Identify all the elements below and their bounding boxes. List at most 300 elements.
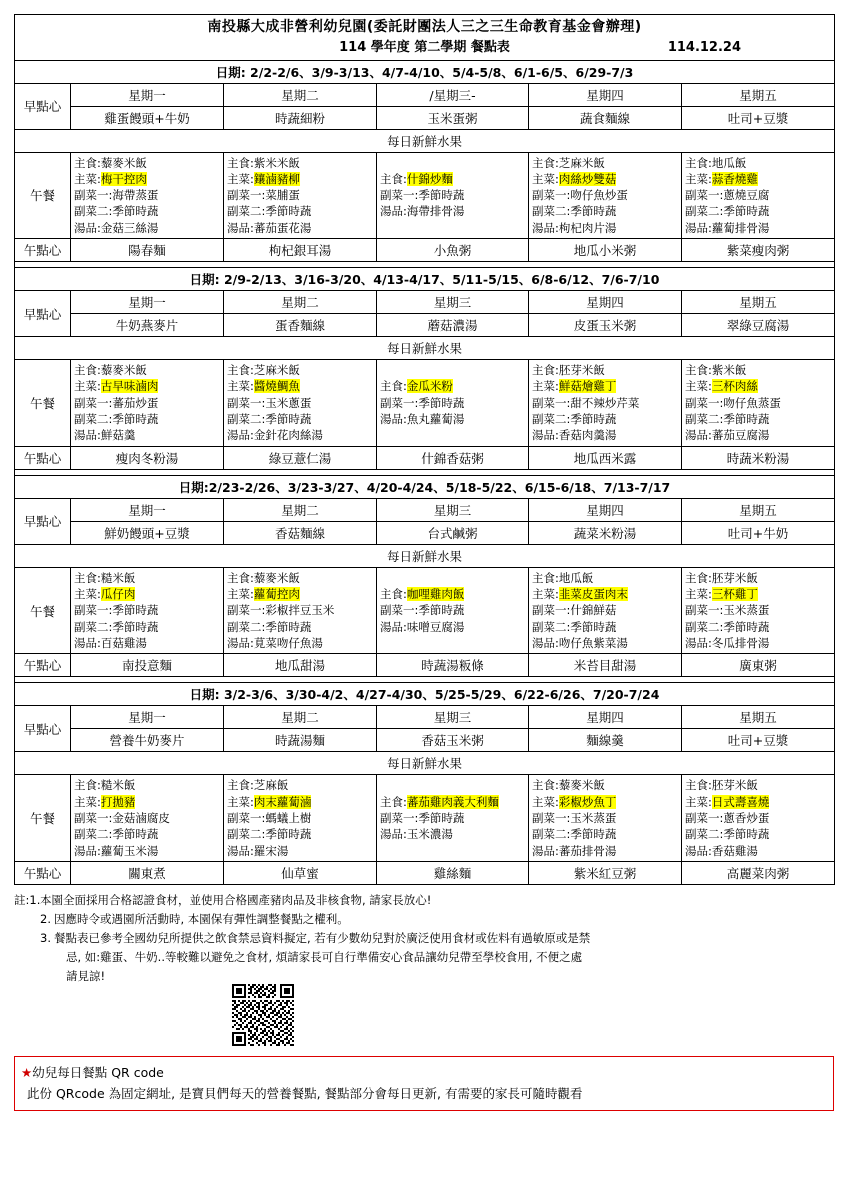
lunch-item-label: 湯品:金菇三絲湯 <box>74 220 159 235</box>
breakfast-row <box>15 314 835 337</box>
afternoon-snack-cell: 高麗菜肉粥 <box>682 862 835 885</box>
breakfast-cell: 吐司+豆漿 <box>682 729 835 752</box>
afternoon-snack-cell: 地瓜西米露 <box>529 446 682 469</box>
weekday-header: 星期五 <box>682 83 835 106</box>
afternoon-snack-cell: 時蔬湯粄條 <box>377 654 529 677</box>
lunch-row <box>15 360 835 447</box>
lunch-item-highlight: 咖哩雞肉飯 <box>406 587 465 602</box>
week-date-range: 日期: 2/2-2/6、3/9-3/13、4/7-4/10、5/4-5/8、6/1-6/5、6/29-7/3 <box>15 60 835 83</box>
weekday-header: 星期一 <box>71 291 224 314</box>
lunch-item <box>74 570 220 586</box>
lunch-item <box>74 378 220 394</box>
lunch-item-label: 湯品:海帶排骨湯 <box>380 204 465 219</box>
lunch-item-label: 湯品:蕃茄蛋花湯 <box>227 220 312 235</box>
row-label-afternoon: 午點心 <box>15 239 71 262</box>
lunch-cell <box>682 152 835 239</box>
weekday-header: 星期二 <box>224 291 377 314</box>
weekday-header: 星期五 <box>682 706 835 729</box>
lunch-item-highlight: 瓜仔肉 <box>100 587 136 602</box>
lunch-item <box>74 635 220 651</box>
lunch-cell <box>377 152 529 239</box>
lunch-item-label: 湯品:蘿蔔玉米湯 <box>74 843 159 858</box>
lunch-item-label: 副菜一:玉米蒸蛋 <box>685 603 770 618</box>
note-number: 3. <box>40 931 51 945</box>
lunch-item <box>532 570 678 586</box>
lunch-item <box>380 586 525 602</box>
doc-date: 114.12.24 <box>667 40 742 55</box>
lunch-item-highlight: 韭菜皮蛋肉末 <box>558 587 628 602</box>
lunch-item <box>227 220 373 236</box>
lunch-item-label: 副菜一:菜脯蛋 <box>227 188 300 203</box>
lunch-item <box>74 155 220 171</box>
afternoon-snack-cell: 什錦香菇粥 <box>377 446 529 469</box>
lunch-item <box>74 362 220 378</box>
afternoon-snack-cell: 關東煮 <box>71 862 224 885</box>
lunch-item-label: 副菜一:玉米蔥蛋 <box>227 395 312 410</box>
lunch-row <box>15 152 835 239</box>
lunch-item-highlight: 肉絲炒雙菇 <box>558 171 617 186</box>
lunch-item-label: 副菜二:季節時蔬 <box>227 619 312 634</box>
lunch-item-label: 副菜一:金菇滷腐皮 <box>74 811 170 826</box>
lunch-item <box>685 843 831 859</box>
lunch-item-label: 副菜二:季節時蔬 <box>74 204 159 219</box>
lunch-item <box>532 155 678 171</box>
week-date-range: 日期: 3/2-3/6、3/30-4/2、4/27-4/30、5/25-5/29、6/22-6/26、7/20-7/24 <box>15 683 835 706</box>
lunch-item <box>532 187 678 203</box>
notes-section <box>14 891 834 986</box>
lunch-item <box>532 427 678 443</box>
lunch-item-label: 副菜二:季節時蔬 <box>685 412 770 427</box>
lunch-item <box>227 155 373 171</box>
lunch-item-label: 主菜: <box>227 379 254 394</box>
lunch-item-label: 主食:地瓜飯 <box>685 155 747 170</box>
lunch-item <box>227 794 373 810</box>
lunch-item <box>532 378 678 394</box>
lunch-item-label: 副菜二:季節時蔬 <box>685 619 770 634</box>
lunch-cell <box>682 775 835 862</box>
weekday-header: 星期五 <box>682 498 835 521</box>
lunch-item-label: 副菜一:海帶蒸蛋 <box>74 188 159 203</box>
lunch-item-highlight: 醬燒鯛魚 <box>253 379 300 394</box>
lunch-item <box>532 411 678 427</box>
breakfast-row <box>15 106 835 129</box>
row-label-afternoon: 午點心 <box>15 862 71 885</box>
title-row <box>15 15 835 61</box>
breakfast-cell: 蘑菇濃湯 <box>377 314 529 337</box>
lunch-item <box>227 395 373 411</box>
lunch-row <box>15 567 835 654</box>
lunch-item <box>685 155 831 171</box>
lunch-item-label: 主菜: <box>227 794 254 809</box>
weekday-header: 星期一 <box>71 83 224 106</box>
weekday-header: 星期二 <box>224 498 377 521</box>
breakfast-cell: 香菇麵線 <box>224 521 377 544</box>
lunch-item <box>380 826 525 842</box>
lunch-item <box>685 395 831 411</box>
lunch-item-label: 副菜一:彩椒拌豆玉米 <box>227 603 335 618</box>
lunch-item-label: 副菜二:季節時蔬 <box>685 204 770 219</box>
lunch-item-label: 主食:藜麥米飯 <box>227 570 300 585</box>
lunch-row <box>15 775 835 862</box>
lunch-item-label: 主食:紫米米飯 <box>227 155 300 170</box>
qr-caption-line1-text: 幼兒每日餐點 QR code <box>32 1064 164 1080</box>
subtitle-text: 114 學年度 第二學期 餐點表 <box>339 40 510 55</box>
week-date-row <box>15 683 835 706</box>
lunch-item <box>74 602 220 618</box>
lunch-item <box>74 794 220 810</box>
lunch-item <box>74 843 220 859</box>
row-label-afternoon: 午點心 <box>15 446 71 469</box>
daily-fruit-label: 每日新鮮水果 <box>15 544 835 567</box>
lunch-item-highlight: 蕃茄雞肉義大利麵 <box>406 794 499 809</box>
lunch-item-label: 湯品:蕃茄豆腐湯 <box>685 428 770 443</box>
lunch-item-highlight: 打拋豬 <box>100 794 136 809</box>
qr-area <box>14 988 834 1054</box>
lunch-item-label: 主食:芝麻飯 <box>227 778 289 793</box>
lunch-item-label: 湯品:莧菜吻仔魚湯 <box>227 636 323 651</box>
lunch-item-label: 湯品:鮮菇羹 <box>74 428 136 443</box>
weekday-header: 星期四 <box>529 291 682 314</box>
lunch-item-label: 主食:胚芽米飯 <box>532 363 605 378</box>
lunch-cell <box>529 152 682 239</box>
lunch-item-label: 副菜二:季節時蔬 <box>227 412 312 427</box>
lunch-item <box>685 203 831 219</box>
row-label-lunch: 午餐 <box>15 567 71 654</box>
lunch-item <box>227 203 373 219</box>
afternoon-snack-cell: 米苔目甜湯 <box>529 654 682 677</box>
row-label-lunch: 午餐 <box>15 775 71 862</box>
lunch-item-label: 副菜二:季節時蔬 <box>74 412 159 427</box>
weekday-header: /星期三- <box>377 83 529 106</box>
lunch-item-highlight: 梅干控肉 <box>100 171 147 186</box>
daily-fruit-label: 每日新鮮水果 <box>15 129 835 152</box>
week-date-row <box>15 268 835 291</box>
lunch-item-label: 主菜: <box>227 171 254 186</box>
afternoon-snack-row <box>15 654 835 677</box>
lunch-item-label: 主食:胚芽米飯 <box>685 570 758 585</box>
weekday-header-row <box>15 706 835 729</box>
afternoon-snack-cell: 紫菜瘦肉粥 <box>682 239 835 262</box>
row-label-afternoon: 午點心 <box>15 654 71 677</box>
qr-caption-line2: 此份 QRcode 為固定網址, 是寶貝們每天的營養餐點, 餐點部分會每日更新, 有需要的家長可隨時觀看 <box>27 1086 583 1102</box>
lunch-item <box>532 777 678 793</box>
lunch-item-label: 主食: <box>380 171 407 186</box>
lunch-item-label: 主菜: <box>74 171 101 186</box>
lunch-item-label: 主菜: <box>74 587 101 602</box>
weekday-header: 星期四 <box>529 498 682 521</box>
lunch-item <box>227 427 373 443</box>
lunch-item-label: 副菜一:螞蟻上樹 <box>227 811 312 826</box>
daily-fruit-row <box>15 129 835 152</box>
lunch-cell <box>71 152 224 239</box>
note-item <box>14 929 834 948</box>
lunch-item <box>685 427 831 443</box>
weekday-header: 星期二 <box>224 706 377 729</box>
lunch-item-label: 副菜一:蔥燒豆腐 <box>685 188 770 203</box>
lunch-item <box>74 810 220 826</box>
afternoon-snack-cell: 瘦肉冬粉湯 <box>71 446 224 469</box>
row-label-breakfast: 早點心 <box>15 498 71 544</box>
weekday-header: 星期四 <box>529 706 682 729</box>
lunch-item <box>685 570 831 586</box>
lunch-item-label: 湯品:羅宋湯 <box>227 843 289 858</box>
lunch-cell <box>377 775 529 862</box>
breakfast-row <box>15 729 835 752</box>
lunch-item <box>74 395 220 411</box>
breakfast-cell: 蛋香麵線 <box>224 314 377 337</box>
lunch-item-highlight: 日式壽喜燒 <box>711 794 770 809</box>
afternoon-snack-row <box>15 239 835 262</box>
week-date-row <box>15 475 835 498</box>
lunch-item-highlight: 鮮菇燴雞丁 <box>558 379 617 394</box>
afternoon-snack-cell: 雞絲麵 <box>377 862 529 885</box>
weekday-header: 星期三 <box>377 498 529 521</box>
lunch-item-label: 副菜一:季節時蔬 <box>74 603 159 618</box>
lunch-item <box>532 843 678 859</box>
breakfast-cell: 吐司+豆漿 <box>682 106 835 129</box>
lunch-item <box>532 395 678 411</box>
lunch-item-label: 湯品:蕃茄排骨湯 <box>532 843 617 858</box>
lunch-item-label: 副菜一:玉米蒸蛋 <box>532 811 617 826</box>
lunch-cell <box>682 567 835 654</box>
lunch-item <box>227 362 373 378</box>
qr-caption-line1 <box>21 1062 827 1083</box>
weekday-header: 星期一 <box>71 706 224 729</box>
lunch-item <box>74 619 220 635</box>
lunch-item <box>380 171 525 187</box>
lunch-item-label: 副菜一:蕃茄炒蛋 <box>74 395 159 410</box>
lunch-item-highlight: 鑲滷豬柳 <box>253 171 300 186</box>
weekday-header: 星期三 <box>377 291 529 314</box>
lunch-item <box>74 220 220 236</box>
lunch-cell <box>682 360 835 447</box>
lunch-item-label: 湯品:蘿蔔排骨湯 <box>685 220 770 235</box>
lunch-item-label: 湯品:魚丸蘿蔔湯 <box>380 412 465 427</box>
breakfast-cell: 營養牛奶麥片 <box>71 729 224 752</box>
breakfast-cell: 麵線羹 <box>529 729 682 752</box>
lunch-item <box>685 378 831 394</box>
lunch-item <box>227 810 373 826</box>
breakfast-cell: 牛奶燕麥片 <box>71 314 224 337</box>
afternoon-snack-cell: 陽春麵 <box>71 239 224 262</box>
lunch-item-label: 主食:地瓜飯 <box>532 570 594 585</box>
weekday-header: 星期四 <box>529 83 682 106</box>
lunch-item <box>380 602 525 618</box>
breakfast-row <box>15 521 835 544</box>
lunch-item <box>685 794 831 810</box>
lunch-item-label: 主菜: <box>685 794 712 809</box>
lunch-item <box>380 619 525 635</box>
lunch-item-label: 湯品:枸杞肉片湯 <box>532 220 617 235</box>
lunch-item <box>685 635 831 651</box>
lunch-item <box>532 602 678 618</box>
afternoon-snack-cell: 小魚粥 <box>377 239 529 262</box>
lunch-item <box>685 619 831 635</box>
lunch-item <box>532 362 678 378</box>
lunch-item <box>685 362 831 378</box>
lunch-item-highlight: 三杯肉絲 <box>711 379 758 394</box>
row-label-breakfast: 早點心 <box>15 83 71 129</box>
qr-code-icon[interactable] <box>232 984 294 1046</box>
lunch-item-label: 主菜: <box>532 794 559 809</box>
lunch-item-label: 主菜: <box>685 587 712 602</box>
lunch-item <box>74 586 220 602</box>
lunch-item-label: 湯品:吻仔魚紫菜湯 <box>532 636 628 651</box>
lunch-item <box>380 203 525 219</box>
weekday-header: 星期一 <box>71 498 224 521</box>
lunch-item-label: 副菜二:季節時蔬 <box>685 827 770 842</box>
breakfast-cell: 玉米蛋粥 <box>377 106 529 129</box>
lunch-item-label: 主菜: <box>532 171 559 186</box>
lunch-cell <box>529 360 682 447</box>
lunch-item-label: 湯品:冬瓜排骨湯 <box>685 636 770 651</box>
lunch-item <box>685 777 831 793</box>
breakfast-cell: 雞蛋饅頭+牛奶 <box>71 106 224 129</box>
lunch-item-label: 主菜: <box>532 379 559 394</box>
lunch-item <box>74 171 220 187</box>
lunch-item <box>227 171 373 187</box>
lunch-item <box>74 777 220 793</box>
lunch-item-label: 湯品:百菇雞湯 <box>74 636 147 651</box>
lunch-item <box>227 570 373 586</box>
lunch-item-label: 主食: <box>380 379 407 394</box>
lunch-item-highlight: 蘿蔔控肉 <box>253 587 300 602</box>
lunch-item-label: 副菜二:季節時蔬 <box>74 619 159 634</box>
lunch-item <box>685 220 831 236</box>
lunch-cell <box>224 360 377 447</box>
daily-fruit-row <box>15 337 835 360</box>
note-item <box>14 910 834 929</box>
note-continuation: 忌, 如:雞蛋、牛奶..等較難以避免之食材, 煩請家長可自行準備安心食品讓幼兒帶至學校食用, 不便之處 <box>66 949 583 964</box>
lunch-item <box>532 810 678 826</box>
lunch-item-label: 主菜: <box>685 171 712 186</box>
lunch-item-label: 主菜: <box>685 379 712 394</box>
breakfast-cell: 皮蛋玉米粥 <box>529 314 682 337</box>
lunch-item <box>380 395 525 411</box>
lunch-item <box>685 602 831 618</box>
lunch-cell <box>529 775 682 862</box>
daily-fruit-label: 每日新鮮水果 <box>15 752 835 775</box>
lunch-item-label: 主食:糙米飯 <box>74 570 136 585</box>
daily-fruit-row <box>15 752 835 775</box>
daily-fruit-row <box>15 544 835 567</box>
lunch-item <box>380 378 525 394</box>
breakfast-cell: 鮮奶饅頭+豆漿 <box>71 521 224 544</box>
lunch-cell <box>71 775 224 862</box>
lunch-item-label: 主食:紫米飯 <box>685 363 747 378</box>
lunch-item <box>227 602 373 618</box>
note-continuation: 請見諒! <box>66 968 106 983</box>
weekday-header: 星期五 <box>682 291 835 314</box>
lunch-item-label: 主菜: <box>74 379 101 394</box>
lunch-item-highlight: 古早味滷肉 <box>100 379 159 394</box>
weekday-header: 星期二 <box>224 83 377 106</box>
lunch-item-label: 主食:芝麻米飯 <box>532 155 605 170</box>
weekday-header-row <box>15 83 835 106</box>
row-label-breakfast: 早點心 <box>15 706 71 752</box>
breakfast-cell: 吐司+牛奶 <box>682 521 835 544</box>
qr-caption-box <box>14 1056 834 1112</box>
lunch-item-label: 副菜二:季節時蔬 <box>532 204 617 219</box>
lunch-cell <box>224 775 377 862</box>
lunch-cell <box>224 152 377 239</box>
lunch-item <box>532 171 678 187</box>
lunch-item-label: 主食: <box>380 794 407 809</box>
lunch-cell <box>224 567 377 654</box>
week-date-row <box>15 60 835 83</box>
lunch-item <box>532 203 678 219</box>
lunch-item <box>227 635 373 651</box>
lunch-item-highlight: 三杯雞丁 <box>711 587 758 602</box>
lunch-cell <box>71 360 224 447</box>
page-title: 南投縣大成非營利幼兒園(委託財團法人三之三生命教育基金會辦理) <box>207 19 642 35</box>
afternoon-snack-cell: 紫米紅豆粥 <box>529 862 682 885</box>
lunch-item-label: 主菜: <box>227 587 254 602</box>
lunch-item-label: 主食:胚芽米飯 <box>685 778 758 793</box>
lunch-cell <box>529 567 682 654</box>
lunch-item-label: 副菜一:甜不辣炒芹菜 <box>532 395 640 410</box>
lunch-item-label: 主食:糙米飯 <box>74 778 136 793</box>
lunch-item <box>532 635 678 651</box>
lunch-item <box>685 411 831 427</box>
lunch-item-highlight: 什錦炒麵 <box>406 171 453 186</box>
lunch-item-label: 副菜一:吻仔魚蒸蛋 <box>685 395 781 410</box>
lunch-item-label: 副菜一:什錦鮮菇 <box>532 603 617 618</box>
afternoon-snack-row <box>15 862 835 885</box>
afternoon-snack-cell: 廣東粥 <box>682 654 835 677</box>
lunch-item-label: 副菜二:季節時蔬 <box>532 412 617 427</box>
daily-fruit-label: 每日新鮮水果 <box>15 337 835 360</box>
weekday-header: 星期三 <box>377 706 529 729</box>
lunch-item <box>227 187 373 203</box>
afternoon-snack-cell: 仙草蜜 <box>224 862 377 885</box>
week-date-range: 日期: 2/9-2/13、3/16-3/20、4/13-4/17、5/11-5/15、6/8-6/12、7/6-7/10 <box>15 268 835 291</box>
lunch-item-highlight: 蒜香燒雞 <box>711 171 758 186</box>
afternoon-snack-cell: 枸杞銀耳湯 <box>224 239 377 262</box>
lunch-item-label: 湯品:香菇雞湯 <box>685 843 758 858</box>
weekday-header-row <box>15 498 835 521</box>
lunch-cell <box>71 567 224 654</box>
lunch-item <box>74 187 220 203</box>
lunch-cell <box>377 567 529 654</box>
lunch-item-label: 副菜一:季節時蔬 <box>380 811 465 826</box>
lunch-item <box>227 777 373 793</box>
lunch-item-label: 湯品:金針花肉絲湯 <box>227 428 323 443</box>
breakfast-cell: 蔬食麵線 <box>529 106 682 129</box>
afternoon-snack-row <box>15 446 835 469</box>
lunch-item <box>685 586 831 602</box>
row-label-lunch: 午餐 <box>15 360 71 447</box>
lunch-item-label: 副菜二:季節時蔬 <box>74 827 159 842</box>
breakfast-cell: 翠綠豆腐湯 <box>682 314 835 337</box>
lunch-cell <box>377 360 529 447</box>
note-text: 餐點表已參考全國幼兒所提供之飲食禁忌資料擬定, 若有少數幼兒對於廣泛使用食材或佐料有過敏原或是禁 <box>54 931 591 945</box>
lunch-item-label: 副菜一:季節時蔬 <box>380 188 465 203</box>
lunch-item-label: 主食:芝麻米飯 <box>227 363 300 378</box>
lunch-item <box>532 220 678 236</box>
lunch-item-label: 副菜一:季節時蔬 <box>380 603 465 618</box>
lunch-item <box>74 427 220 443</box>
lunch-item <box>532 619 678 635</box>
lunch-item-label: 湯品:玉米濃湯 <box>380 827 453 842</box>
lunch-item <box>532 794 678 810</box>
weekday-header-row <box>15 291 835 314</box>
note-number: 2. <box>40 912 51 927</box>
lunch-item-label: 副菜一:吻仔魚炒蛋 <box>532 188 628 203</box>
row-label-lunch: 午餐 <box>15 152 71 239</box>
breakfast-cell: 時蔬湯麵 <box>224 729 377 752</box>
lunch-item-highlight: 肉末蘿蔔滷 <box>253 794 312 809</box>
